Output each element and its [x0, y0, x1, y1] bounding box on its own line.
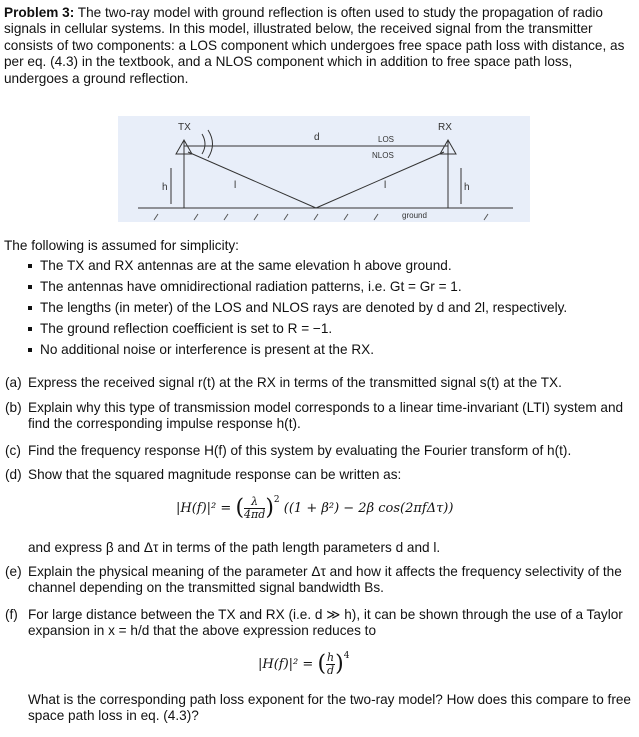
l-right-label: l	[384, 180, 387, 191]
d-label: d	[314, 132, 320, 143]
question-b	[5, 400, 635, 433]
question-e	[5, 564, 635, 597]
rx-label: RX	[438, 122, 452, 133]
eq2-lhs: |H(f)|² =	[258, 657, 314, 672]
question-text: Express the received signal r(t) at the RX in terms of the transmitted signal s(t) at the TX.	[28, 375, 562, 390]
list-item: The TX and RX antennas are at the same elevation h above ground.	[26, 258, 626, 279]
eq1-lhs: |H(f)|² =	[176, 501, 232, 516]
question-d-followup	[5, 540, 635, 556]
assumptions-lead: The following is assumed for simplicity:	[4, 238, 239, 253]
question-label: (a)	[5, 375, 22, 390]
list-item: The antennas have omnidirectional radiation patterns, i.e. Gt = Gr = 1.	[26, 279, 626, 300]
list-item: The lengths (in meter) of the LOS and NLOS rays are denoted by d and 2l, respectively.	[26, 300, 626, 321]
nlos-label: NLOS	[372, 151, 394, 160]
assumptions-list	[26, 258, 626, 363]
h-right-label: h	[464, 182, 470, 193]
equation-d: |H(f)|² = ( $\frac{\lambda}{4\pi d}$ )$^2$ ((1 + β²) − 2β cos(2πfΔτ))	[176, 495, 454, 521]
list-item: The ground reflection coefficient is set to R = −1.	[26, 321, 626, 342]
question-label: (f)	[5, 607, 18, 622]
tx-label: TX	[178, 122, 191, 133]
question-f	[5, 607, 635, 640]
eq2-denominator: d	[327, 664, 335, 677]
question-text: What is the corresponding path loss exponent for the two-ray model? How does this compare to free space path loss in eq. (4.3)?	[28, 692, 631, 724]
question-label: (e)	[5, 564, 22, 579]
eq1-numerator: λ	[244, 496, 265, 509]
question-text: Show that the squared magnitude response can be written as:	[28, 467, 402, 482]
eq2-numerator: h	[327, 651, 335, 664]
h-left-label: h	[162, 182, 168, 193]
question-a	[5, 375, 635, 391]
two-ray-figure	[118, 116, 530, 222]
problem-intro-text: The two-ray model with ground reflection is often used to study the propagation of radio signals in cellular systems. In this model, illustrated below, the received signal from the transmitter consists of two components: a LOS component which undergoes free space path loss with distance, as per eq. (4.3) in the textbook, and a NLOS component which in addition to free space path loss, undergoes a ground reflection.	[4, 5, 625, 86]
equation-f: |H(f)|² = ( $\frac{h}{d}$ )$^4$	[258, 651, 350, 677]
question-text: and express β and Δτ in terms of the path length parameters d and l.	[28, 540, 441, 555]
question-label: (b)	[5, 400, 22, 415]
eq1-denominator: 4πd	[244, 508, 266, 521]
list-item: No additional noise or interference is present at the RX.	[26, 342, 626, 363]
question-f-followup	[5, 692, 635, 725]
eq1-rhs: ((1 + β²) − 2β cos(2πfΔτ))	[283, 501, 454, 516]
question-text: Explain why this type of transmission model corresponds to a linear time-invariant (LTI) system and find the corresponding impulse response h(t).	[28, 400, 624, 432]
problem-heading: Problem 3:	[4, 5, 75, 20]
l-left-label: l	[234, 180, 237, 191]
question-c	[5, 443, 635, 459]
question-text: Find the frequency response H(f) of this system by evaluating the Fourier transform of h(t).	[28, 443, 572, 458]
question-text: For large distance between the TX and RX (i.e. d ≫ h), it can be shown through the use of a Taylor expansion in x = h/d that the above expression reduces to	[28, 607, 623, 639]
ground-label: ground	[402, 211, 427, 220]
question-label: (d)	[5, 467, 22, 482]
los-label: LOS	[378, 135, 395, 144]
problem-intro	[4, 5, 634, 87]
question-d	[5, 467, 635, 483]
question-label: (c)	[5, 443, 21, 458]
question-text: Explain the physical meaning of the parameter Δτ and how it affects the frequency selectivity of the channel depending on the transmitted signal bandwidth Bs.	[28, 564, 622, 596]
